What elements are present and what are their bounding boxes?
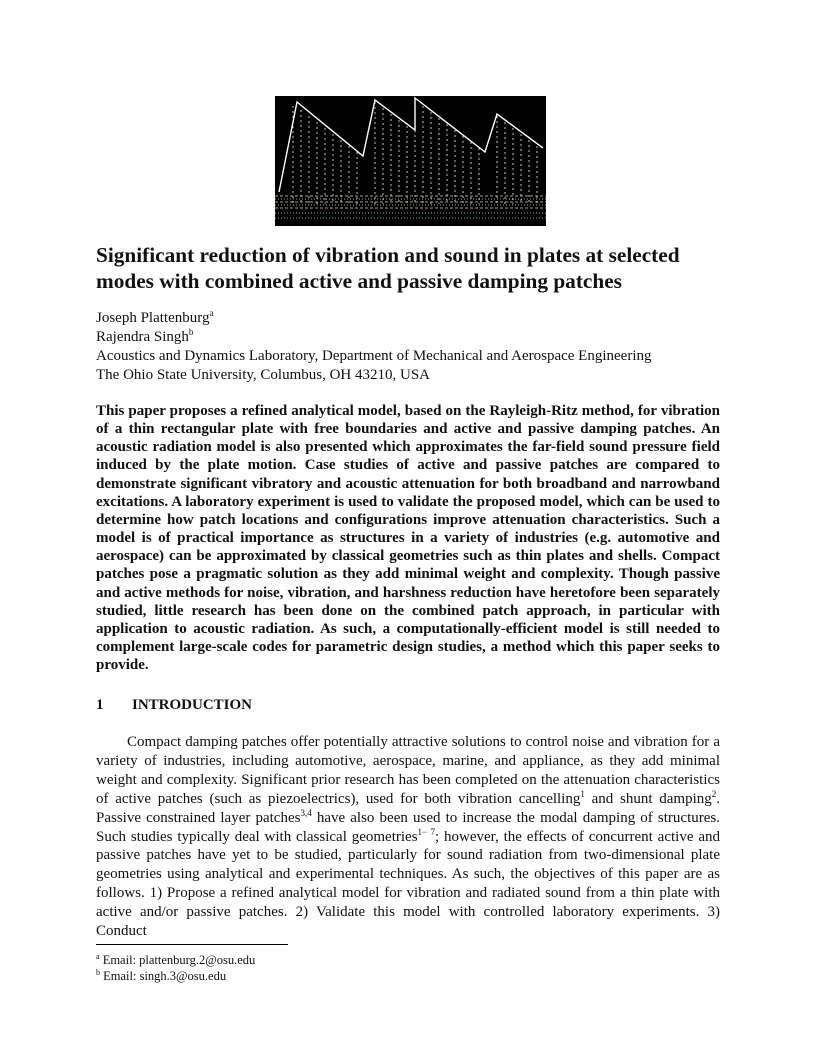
- section-title: INTRODUCTION: [132, 697, 253, 713]
- footnote-email: Email: singh.3@osu.edu: [103, 969, 227, 983]
- paper-title: Significant reduction of vibration and sound in plates at selected modes with combined active and passive damping patches: [96, 243, 680, 293]
- author-1-affiliation-mark: a: [209, 308, 214, 318]
- citation-ref: 3,4: [300, 807, 312, 818]
- affiliation-line-1: Acoustics and Dynamics Laboratory, Department of Mechanical and Aerospace Engineering: [96, 348, 652, 364]
- author-2: Rajendra Singh$^b$: [96, 327, 194, 345]
- affiliation-line-2: The Ohio State University, Columbus, OH 43210, USA: [96, 367, 431, 383]
- introduction-paragraph: Compact damping patches offer potentially attractive solutions to control noise and vibration for a variety of industries, including automotive, aerospace, marine, and appliance, as they add minimal weight and complexity. Significant prior research has been completed on the attenuation characteristics of active patches (such as piezoelectrics), used for both vibration cancelling$^1$ and shunt damping$^2$. Passive constrained layer patches$^{3,4}$ have also been used to increase the modal damping of structures. Such studies typically deal with classical geometries$^{1- 7}$; however, the effects of concurrent active and passive patches have yet to be studied, particularly for sound radiation from two-dimensional plate geometries using analytical and experimental techniques. As such, the objectives of this paper are as follows. 1) Propose a refined analytical model for vibration and radiated sound from a thin plate with active and/or passive patches. 2) Validate this model with controlled laboratory experiments. 3) Conduct: [96, 734, 721, 940]
- author-2-affiliation-mark: b: [188, 327, 194, 337]
- author-1: Joseph Plattenburg$^a$: [96, 308, 214, 326]
- conference-logo: [275, 96, 546, 226]
- citation-ref: 1: [580, 788, 585, 799]
- citation-ref: 1− 7: [417, 826, 435, 837]
- footnote-a: $^a$ Email: plattenburg.2@osu.edu: [96, 952, 256, 967]
- footnote-divider: [96, 944, 288, 945]
- footnotes: [96, 952, 255, 984]
- conference-logo-icon: [275, 96, 546, 226]
- footnote-email: Email: plattenburg.2@osu.edu: [102, 953, 256, 967]
- section-number: 1: [96, 697, 104, 713]
- section-heading: [96, 696, 720, 714]
- citation-ref: 2: [711, 788, 717, 799]
- footnote-b: $^b$ Email: singh.3@osu.edu: [96, 968, 227, 983]
- author-block: [96, 309, 736, 385]
- abstract: This paper proposes a refined analytical model, based on the Rayleigh-Ritz method, for vibration of a thin rectangular plate with free boundaries and active and passive damping patches. An acoustic radiation model is also presented which approximates the far-field sound pressure field induced by the plate motion. Case studies of active and passive patches are compared to demonstrate significant vibratory and acoustic attenuation for both broadband and narrowband excitations. A laboratory experiment is used to validate the proposed model, which can be used to determine how patch locations and configurations improve attenuation characteristics. Such a model is of practical importance as structures in a variety of industries (e.g. automotive and aerospace) can be approximated by classical geometries such as thin plates and shells. Compact patches pose a pragmatic solution as they add minimal weight and complexity. Though passive and active methods for noise, vibration, and harshness reduction have heretofore been separately studied, little research has been done on the combined patch approach, in particular with application to acoustic radiation. As such, a computationally-efficient model is still needed to complement large-scale codes for parametric design studies, a method which this paper seeks to provide.: [96, 403, 720, 674]
